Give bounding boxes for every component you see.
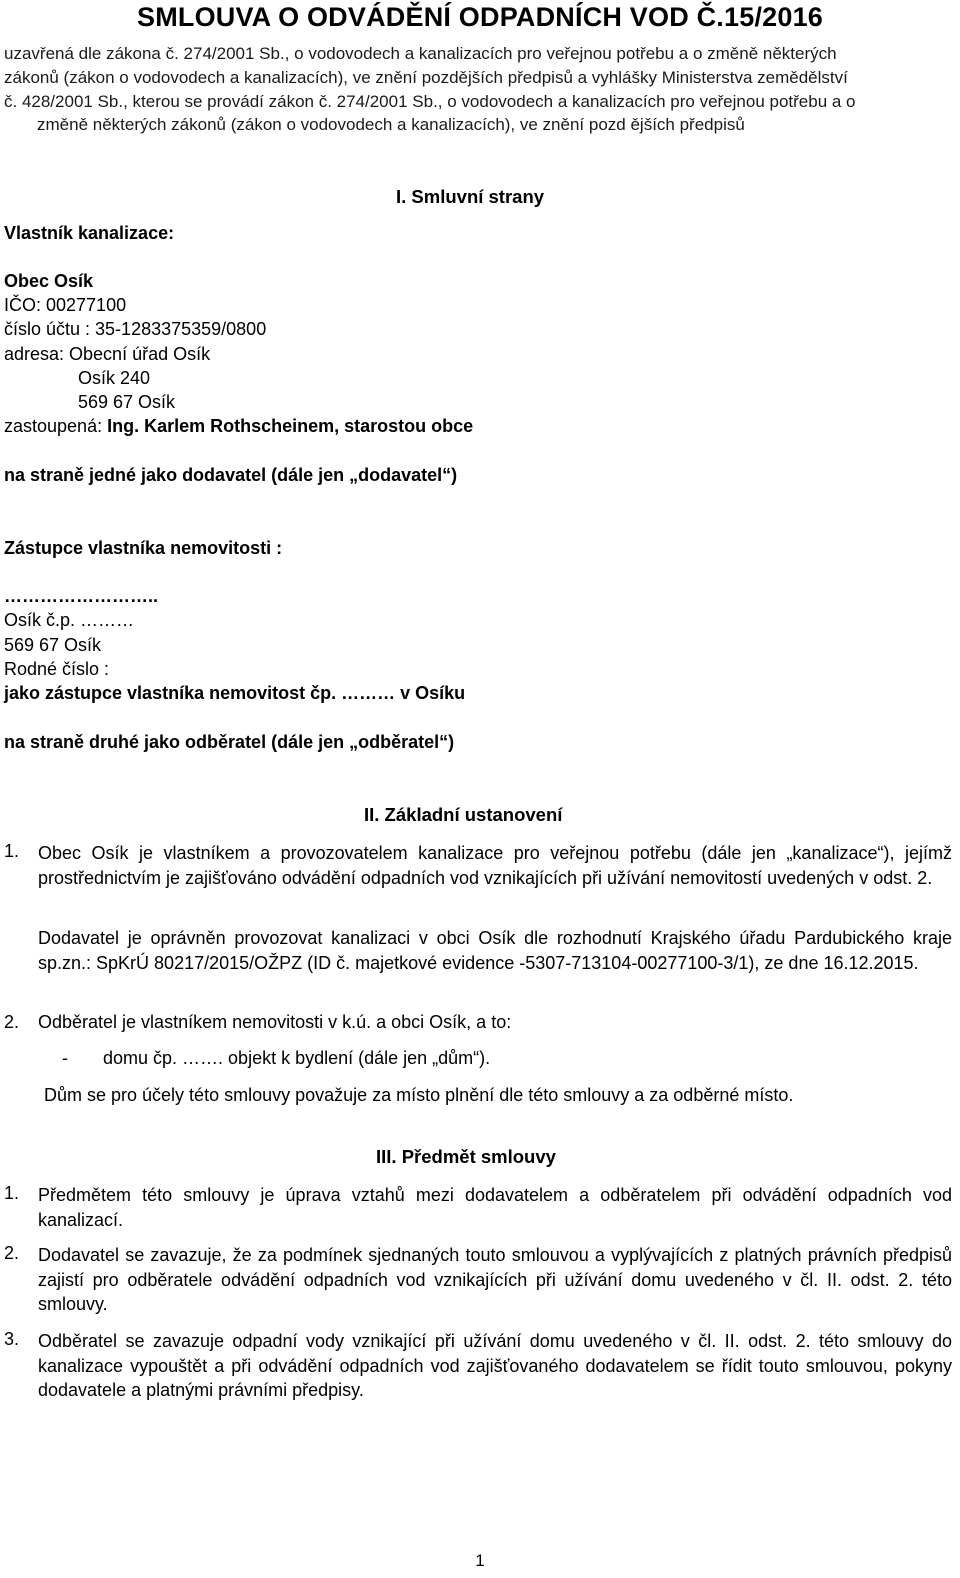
- section-2-heading: II. Základní ustanovení: [364, 804, 563, 825]
- s2-p2-number: 2.: [4, 1012, 20, 1032]
- owner-address-line3: 569 67 Osík: [78, 392, 176, 412]
- page-number: 1: [475, 1551, 485, 1570]
- representative-name-blank: ……………………..: [4, 586, 159, 606]
- supplier-clause: na straně jedné jako dodavatel (dále jen „dodavatel“): [4, 465, 458, 485]
- intro-line-2: zákonů (zákon o vodovodech a kanalizacích), ve znění pozdějších předpisů a vyhlášky Ministerstva zemědělství: [4, 68, 848, 87]
- s3-p3-number: 3.: [4, 1329, 20, 1349]
- intro-line-3: č. 428/2001 Sb., kterou se provádí zákon č. 274/2001 Sb., o vodovodech a kanalizacích pro veřejnou potřebu a o: [4, 92, 856, 111]
- owner-address: adresa: Obecní úřad Osík: [4, 344, 211, 364]
- owner-address-line2: Osík 240: [78, 368, 151, 388]
- intro-line-1: uzavřená dle zákona č. 274/2001 Sb., o vodovodech a kanalizacích pro veřejnou potřebu a o změně některých: [4, 44, 837, 63]
- representative-zip: 569 67 Osík: [4, 635, 102, 655]
- represented-name: Ing. Karlem Rothscheinem, starostou obce: [107, 416, 474, 436]
- s2-paragraph-2: Odběratel je vlastníkem nemovitosti v k.ú. a obci Osík, a to:: [38, 1012, 512, 1032]
- s2-paragraph-2-note: Dům se pro účely této smlouvy považuje za místo plnění dle této smlouvy a za odběrné místo.: [44, 1085, 794, 1105]
- representative-birth-number: Rodné číslo :: [4, 659, 110, 679]
- representative-address: Osík č.p. ………: [4, 610, 135, 630]
- s3-paragraph-2: Dodavatel se zavazuje, že za podmínek sjednaných touto smlouvou a vyplývajících z platných právních předpisů zajistí pro odběratele odvádění odpadních vod vznikajících při užívání domu uvedeného v čl. II. odst. 2. této smlouvy.: [38, 1245, 952, 1314]
- s3-paragraph-1: Předmětem této smlouvy je úprava vztahů mezi dodavatelem a odběratelem při odvádění odpadních vod kanalizací.: [38, 1185, 952, 1230]
- s2-p1-number: 1.: [4, 841, 20, 861]
- s3-p1-number: 1.: [4, 1183, 20, 1203]
- owner-represented: [4, 416, 473, 437]
- representative-capacity: jako zástupce vlastníka nemovitost čp. ……… v Osíku: [4, 683, 466, 703]
- s3-paragraph-3: Odběratel se zavazuje odpadní vody vznikající při užívání domu uvedeného v čl. II. odst. 2. této smlouvy do kanalizace vypouštět a při odvádění odpadních vod zajišťovaného dodavatelem se řídit touto smlouvou, pokyny dodavatele a platnými právními předpisy.: [38, 1331, 952, 1400]
- section-1-heading: I. Smluvní strany: [396, 186, 545, 207]
- owner-ico: IČO: 00277100: [4, 295, 127, 315]
- owner-name: Obec Osík: [4, 271, 94, 291]
- represented-prefix: zastoupená:: [4, 416, 108, 436]
- intro-line-4: změně některých zákonů (zákon o vodovodech a kanalizacích), ve znění pozd ějších předpisů: [37, 115, 745, 134]
- owner-label: Vlastník kanalizace:: [4, 223, 175, 243]
- s2-paragraph-1: Obec Osík je vlastníkem a provozovatelem kanalizace pro veřejnou potřebu (dále jen „kanalizace“), jejímž prostřednictvím je zajišťováno odvádění odpadních vod vznikajících při užívání nemovitostí uvedených v odst. 2.: [38, 843, 952, 888]
- representative-label: Zástupce vlastníka nemovitosti :: [4, 538, 283, 558]
- customer-clause: na straně druhé jako odběratel (dále jen „odběratel“): [4, 732, 455, 752]
- document-title: SMLOUVA O ODVÁDĚNÍ ODPADNÍCH VOD Č.15/2016: [136, 2, 824, 32]
- section-3-heading: III. Předmět smlouvy: [376, 1146, 556, 1167]
- owner-account: číslo účtu : 35-1283375359/0800: [4, 319, 267, 339]
- s2-list-item-house: domu čp. ……. objekt k bydlení (dále jen „dům“).: [103, 1048, 491, 1068]
- s2-paragraph-1b: Dodavatel je oprávněn provozovat kanalizaci v obci Osík dle rozhodnutí Krajského úřadu Pardubického kraje sp.zn.: SpKrÚ 80217/2015/OŽPZ (ID č. majetkové evidence -5307-713104-00277100-3/1), ze dne 16.12.2015.: [38, 928, 952, 973]
- s2-list-dash: -: [62, 1048, 68, 1068]
- s3-p2-number: 2.: [4, 1243, 20, 1263]
